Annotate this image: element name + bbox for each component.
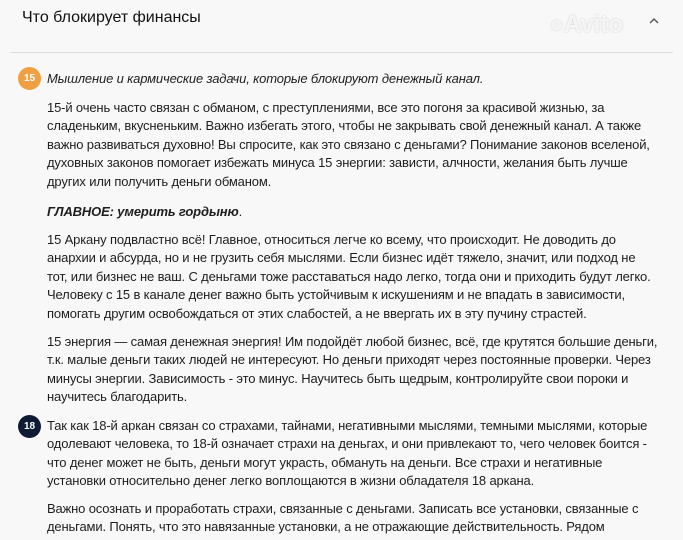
text-line: тот, или бизнес не ваш. С деньгами тоже расставаться надо легко, тогда они и приходить будут легко.: [47, 268, 651, 284]
section-15-title: Мышление и кармические задачи, которые блокируют денежный канал.: [47, 71, 484, 86]
text-line: научитесь благодарить.: [47, 389, 188, 405]
main-bold-text: ГЛАВНОЕ: умерить гордыню: [47, 204, 239, 219]
main-dot: .: [238, 204, 243, 219]
section-18-paragraph-1: [47, 417, 677, 491]
text-line: 15 Аркану подвластно всё! Главное, относиться легче ко всему, что происходит. Не доводить до: [47, 232, 616, 247]
arcana-badge-18: 18: [18, 415, 41, 438]
accordion-title: Что блокирует финансы: [22, 9, 201, 26]
avito-watermark: [549, 10, 623, 40]
text-line: Человеку с 15 в канале денег важно быть устойчивым к искушениям и не впадать в зависимости,: [47, 287, 626, 303]
text-line: т.к. малые деньги таких людей не интересуют. Но деньги приходят через постоянные проверки. Через: [47, 352, 651, 368]
arcana-badge-15: 15: [18, 67, 41, 90]
section-15-paragraph-1: [47, 99, 677, 191]
watermark-text: Avito: [563, 11, 623, 38]
section-15-paragraph-2: [47, 231, 677, 323]
text-line: 15 энергия — самая денежная энергия! Им подойдёт любой бизнес, всё, где крутятся большие деньги,: [47, 334, 658, 349]
section-15-paragraph-3: [47, 333, 677, 407]
text-line: помогать другим освобождаться от этих слабостей, а не ввергать их в эту пучину страстей.: [47, 305, 587, 321]
text-line: что денег может не быть, деньги могут украсть, обмануть на деньги. Все страхи и негативные: [47, 454, 603, 470]
text-line: 15-й очень часто связан с обманом, с преступлениями, все это погоня за красивой жизнью, за: [47, 100, 605, 115]
chevron-up-icon[interactable]: [647, 14, 661, 28]
text-line: деньгами. Понять, что это навязанные установки, а не отражающие действительность. Рядом: [47, 519, 605, 535]
text-line: установки относительно денег легко воплощаются в жизни обладателя 18 аркана.: [47, 473, 535, 489]
text-line: духовных законов помогает избежать минуса 15 энергии: зависти, алчности, желания быть лучше: [47, 155, 628, 171]
section-15-main: [47, 203, 677, 221]
text-line: одолевают человека, то 18-й означает страхи на деньгах, и они привлекают то, чего человек боится -: [47, 436, 647, 452]
text-line: Так как 18-й аркан связан со страхами, тайнами, негативными мыслями, темными мыслями, которые: [47, 418, 648, 433]
text-line: минусы энергии. Зависимость - это минус. Научитесь быть щедрым, контролируйте свои пороки и: [47, 370, 629, 386]
text-line: сладеньким, вкусненьким. Важно избегать этого, чтобы не закрывать свой денежный канал. А также: [47, 118, 642, 134]
section-18-paragraph-2: [47, 500, 677, 537]
text-line: важно развиваться духовно! Вы спросите, как это связано с деньгами? Понимание законов вселеной,: [47, 136, 650, 152]
text-line: анархии и абсурда, но и не грузить себя мыслями. Если бизнес идёт тяжело, значит, или подход не: [47, 250, 636, 266]
text-line: Важно осознать и проработать страхи, связанные с деньгами. Записать все установки, связанные с: [47, 501, 639, 516]
text-line: других или получить деньги обманом.: [47, 173, 272, 189]
watermark-dot-icon: ●: [549, 11, 564, 38]
